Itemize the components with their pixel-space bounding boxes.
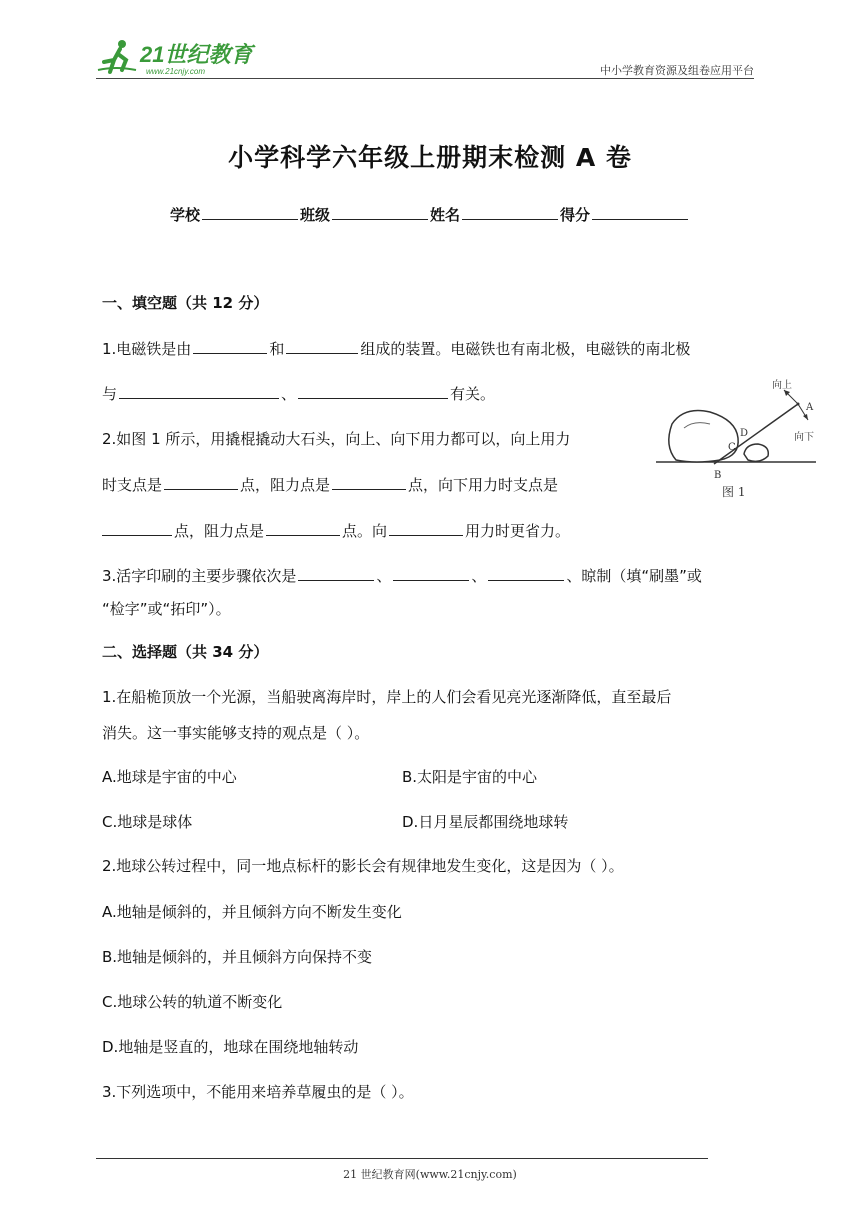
label-down: 向下 [794, 432, 814, 443]
footer-text: 21 世纪教育网(www.21cnjy.com) [343, 1168, 517, 1181]
s1-q2-line3 [102, 519, 570, 541]
answer-blank[interactable] [393, 564, 469, 581]
answer-blank[interactable] [298, 564, 374, 581]
answer-blank[interactable] [286, 337, 358, 354]
text: 、晾制（填“刷墨”或 [566, 567, 702, 585]
label-d: D [740, 428, 749, 439]
score-label: 得分 [560, 206, 591, 224]
answer-blank[interactable] [102, 519, 172, 536]
answer-blank[interactable] [119, 382, 279, 399]
s2-q2-option-c[interactable]: C.地球公转的轨道不断变化 [102, 993, 283, 1011]
score-blank[interactable] [592, 203, 688, 220]
figure-caption: 图 1 [722, 485, 746, 499]
lever-figure [656, 376, 826, 506]
s2-q1-stem1: 1.在船桅顶放一个光源，当船驶离海岸时，岸上的人们会看见亮光逐渐降低，直至最后 [102, 688, 672, 706]
s2-q2-stem: 2.地球公转过程中，同一地点标杆的影长会有规律地发生变化，这是因为（ ）。 [102, 857, 624, 875]
school-blank[interactable] [202, 203, 298, 220]
label-up: 向上 [772, 380, 792, 391]
section-heading-multiple-choice: 二、选择题（共 34 分） [102, 643, 269, 661]
text: 、 [281, 385, 297, 403]
text: 用力时更省力。 [465, 522, 571, 540]
page-title: 小学科学六年级上册期末检测 A 卷 [228, 143, 632, 172]
s2-q1-stem2: 消失。这一事实能够支持的观点是（ ）。 [102, 724, 370, 742]
s2-q1-option-c[interactable]: C.地球是球体 [102, 813, 193, 831]
text: 3.活字印刷的主要步骤依次是 [102, 567, 297, 585]
text: 点，向下用力时支点是 [408, 476, 559, 494]
s1-q2-line2 [102, 473, 558, 495]
text: 与 [102, 385, 118, 403]
class-label: 班级 [299, 206, 330, 224]
brand-logo [96, 36, 266, 80]
s2-q1-option-d[interactable]: D.日月星辰都围绕地球转 [402, 813, 569, 831]
label-a: A [806, 402, 814, 413]
s2-q2-option-d[interactable]: D.地轴是竖直的，地球在围绕地轴转动 [102, 1038, 359, 1056]
s2-q1-option-b[interactable]: B.太阳是宇宙的中心 [402, 768, 538, 786]
class-blank[interactable] [332, 203, 428, 220]
platform-name: 中小学教育资源及组卷应用平台 [600, 64, 754, 77]
s1-q1-line2 [102, 382, 495, 404]
s2-q2-option-b[interactable]: B.地轴是倾斜的，并且倾斜方向保持不变 [102, 948, 373, 966]
name-label: 姓名 [430, 206, 461, 224]
text: 、 [376, 567, 392, 585]
school-label: 学校 [169, 206, 200, 224]
s2-q2-option-a[interactable]: A.地轴是倾斜的，并且倾斜方向不断发生变化 [102, 903, 402, 921]
student-info-line [0, 203, 860, 225]
text: 和 [269, 340, 285, 358]
s1-q1-line1 [102, 337, 690, 359]
text: 、 [471, 567, 487, 585]
name-blank[interactable] [462, 203, 558, 220]
s2-q1-option-a[interactable]: A.地球是宇宙的中心 [102, 768, 237, 786]
footer-divider [96, 1158, 708, 1159]
s1-q3-line1 [102, 564, 702, 586]
text: 点。向 [342, 522, 388, 540]
text: 有关。 [450, 385, 496, 403]
text: 组成的装置。电磁铁也有南北极，电磁铁的南北极 [360, 340, 691, 358]
answer-blank[interactable] [266, 519, 340, 536]
answer-blank[interactable] [193, 337, 267, 354]
answer-blank[interactable] [389, 519, 463, 536]
logo-text: 21世纪教育 [140, 42, 253, 67]
answer-blank[interactable] [164, 473, 238, 490]
text: 点，阻力点是 [240, 476, 331, 494]
label-b: B [714, 470, 722, 481]
answer-blank[interactable] [332, 473, 406, 490]
label-c: C [728, 442, 736, 453]
section-heading-fill-in: 一、填空题（共 12 分） [102, 294, 269, 312]
answer-blank[interactable] [488, 564, 564, 581]
answer-blank[interactable] [298, 382, 448, 399]
header-divider [96, 78, 754, 79]
text: 1.电磁铁是由 [102, 340, 192, 358]
s1-q3-line2: “检字”或“拓印”）。 [102, 600, 231, 618]
logo-url: www.21cnjy.com [146, 67, 205, 76]
s1-q2-line1: 2.如图 1 所示，用撬棍撬动大石头，向上、向下用力都可以，向上用力 [102, 430, 571, 448]
text: 点，阻力点是 [174, 522, 265, 540]
s2-q3-stem: 3.下列选项中，不能用来培养草履虫的是（ ）。 [102, 1083, 414, 1101]
text: 时支点是 [102, 476, 163, 494]
